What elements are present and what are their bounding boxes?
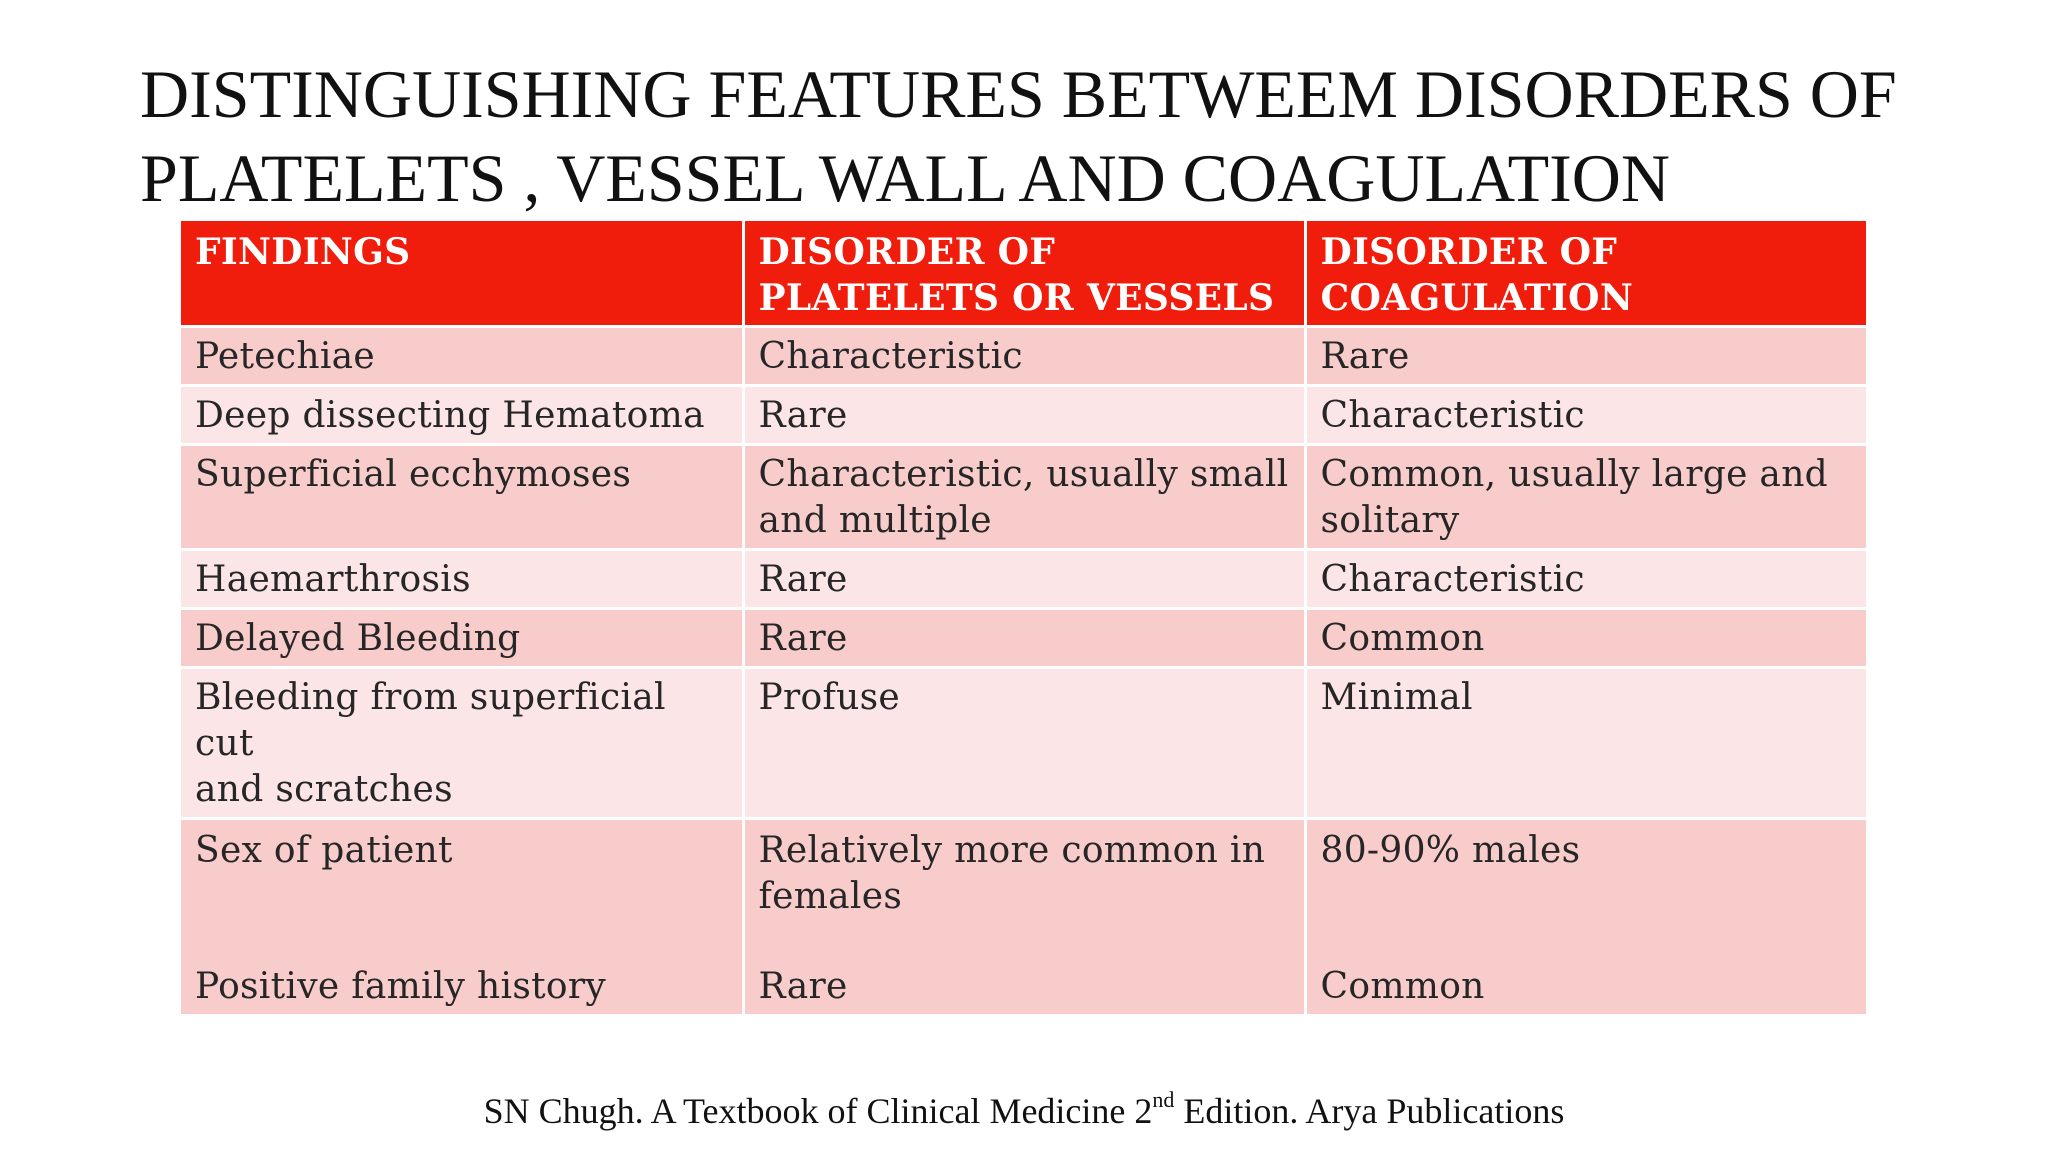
table-cell-coagulation xyxy=(1305,609,1866,668)
spacer xyxy=(195,920,728,964)
header-line: COAGULATION xyxy=(1320,277,1634,319)
cell-line xyxy=(1321,874,1853,920)
cell-line: Rare xyxy=(758,395,848,436)
header-line: PLATELETS OR VESSELS xyxy=(758,277,1275,319)
cell-line: females xyxy=(758,876,903,917)
table-row xyxy=(181,550,1866,609)
table-cell-finding xyxy=(181,445,743,550)
cell-line xyxy=(195,874,728,920)
cell-line: Relatively more common in xyxy=(758,830,1266,871)
cell-line: Sex of patient xyxy=(195,830,453,871)
cell-line: Rare xyxy=(758,618,848,659)
cell-line: and scratches xyxy=(195,769,453,810)
table-cell-platelets xyxy=(743,386,1305,445)
table-row xyxy=(181,668,1866,819)
header-platelets-vessels xyxy=(743,221,1305,327)
header-line: FINDINGS xyxy=(195,231,411,273)
table-cell-coagulation xyxy=(1305,327,1866,386)
cell-line: Profuse xyxy=(758,677,900,718)
slide-title xyxy=(140,52,1980,220)
citation-text: SN Chugh. A Textbook of Clinical Medicine 2 xyxy=(483,1091,1153,1131)
citation-text-end: Edition. Arya Publications xyxy=(1174,1091,1565,1131)
cell-line: solitary xyxy=(1320,500,1460,541)
title-line-1: DISTINGUISHING FEATURES BETWEEM DISORDERS OF xyxy=(140,56,1897,132)
cell-line: Rare xyxy=(758,559,848,600)
table-row xyxy=(181,327,1866,386)
table-cell-finding xyxy=(181,609,743,668)
table-cell-coagulation xyxy=(1305,445,1866,550)
citation-superscript: nd xyxy=(1152,1087,1175,1112)
table-cell-platelets xyxy=(743,609,1305,668)
table-cell-coagulation xyxy=(1305,550,1866,609)
header-coagulation xyxy=(1305,221,1866,327)
table-cell-finding xyxy=(181,668,743,819)
table-cell-coagulation xyxy=(1305,668,1866,819)
cell-line: Haemarthrosis xyxy=(195,559,471,600)
cell-line: Petechiae xyxy=(195,336,376,377)
spacer xyxy=(759,920,1290,964)
table-cell-finding xyxy=(181,550,743,609)
title-line-2: PLATELETS , VESSEL WALL AND COAGULATION xyxy=(140,140,1670,216)
table-cell-coagulation xyxy=(1305,386,1866,445)
citation-footer xyxy=(0,1087,2048,1132)
header-findings xyxy=(181,221,743,327)
cell-line: Characteristic xyxy=(1320,395,1585,436)
table-row xyxy=(181,445,1866,550)
table-cell-platelets xyxy=(743,668,1305,819)
table-row-sex-family xyxy=(181,819,1866,1016)
spacer xyxy=(1321,920,1853,964)
table-cell-platelets xyxy=(743,445,1305,550)
cell-line: Rare xyxy=(758,966,848,1007)
table-body xyxy=(181,327,1866,1016)
cell-line: Characteristic, usually small xyxy=(758,454,1289,495)
table-cell-finding xyxy=(181,386,743,445)
cell-line: and multiple xyxy=(758,500,992,541)
cell-line: Bleeding from superficial cut xyxy=(195,677,666,764)
header-line: DISORDER OF xyxy=(1320,231,1618,273)
cell-line: Minimal xyxy=(1320,677,1473,718)
table-cell-coagulation xyxy=(1305,819,1866,1016)
cell-line: Rare xyxy=(1320,336,1410,377)
cell-line: 80-90% males xyxy=(1320,830,1581,871)
header-line: DISORDER OF xyxy=(758,231,1056,273)
cell-line: Common xyxy=(1320,618,1485,659)
cell-line: Common, usually large and xyxy=(1320,454,1829,495)
cell-line: Delayed Bleeding xyxy=(195,618,521,659)
table-header-row xyxy=(181,221,1866,327)
table-cell-platelets xyxy=(743,327,1305,386)
table-cell-finding xyxy=(181,327,743,386)
table-cell-platelets xyxy=(743,550,1305,609)
cell-line: Deep dissecting Hematoma xyxy=(195,395,705,436)
table-row xyxy=(181,386,1866,445)
table-cell-finding xyxy=(181,819,743,1016)
cell-line: Positive family history xyxy=(195,966,606,1007)
cell-line: Characteristic xyxy=(758,336,1023,377)
table-row xyxy=(181,609,1866,668)
table-cell-platelets xyxy=(743,819,1305,1016)
cell-line: Superficial ecchymoses xyxy=(195,454,632,495)
cell-line: Characteristic xyxy=(1320,559,1585,600)
cell-line: Common xyxy=(1320,966,1485,1007)
comparison-table xyxy=(181,221,1866,1017)
